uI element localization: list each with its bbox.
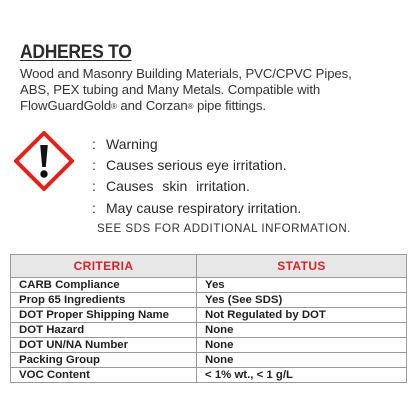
table-row (11, 278, 407, 293)
table-row (11, 353, 407, 368)
status-cell: Yes (See SDS) (197, 293, 407, 308)
status-cell: Yes (197, 278, 407, 293)
criteria-cell: DOT Proper Shipping Name (11, 308, 197, 323)
status-cell: None (197, 323, 407, 338)
sds-note: SEE SDS FOR ADDITIONAL INFORMATION. (97, 222, 351, 235)
signal-word-text: Warning (106, 136, 158, 152)
criteria-cell: DOT UN/NA Number (11, 338, 197, 353)
status-cell: None (197, 338, 407, 353)
header-status: STATUS (197, 255, 407, 278)
intro-and-corzan: and Corzan (116, 98, 188, 113)
header-criteria: CRITERIA (11, 255, 197, 278)
criteria-table (10, 254, 407, 383)
intro-line-3 (20, 98, 410, 115)
table-row (11, 308, 407, 323)
registered-mark: ® (111, 102, 117, 111)
hazard-text: Causes skin irritation. (106, 178, 250, 194)
hazard-text: May cause respiratory irritation. (106, 200, 302, 216)
bullet: : (92, 200, 96, 216)
section-heading: ADHERES TO (20, 42, 132, 63)
intro-pipe-fittings: pipe fittings. (193, 98, 266, 113)
compatibility-text (20, 66, 410, 115)
table-row (11, 368, 407, 383)
bullet: : (92, 136, 96, 152)
hazard-statement (92, 157, 287, 173)
hazard-text: Causes serious eye irritation. (106, 157, 287, 173)
criteria-cell: VOC Content (11, 368, 197, 383)
ghs-exclamation-icon (14, 131, 74, 191)
criteria-cell: DOT Hazard (11, 323, 197, 338)
criteria-cell: Packing Group (11, 353, 197, 368)
intro-line-2: ABS, PEX tubing and Many Metals. Compatible with (20, 82, 321, 97)
registered-mark: ® (187, 102, 194, 111)
table-header-row (11, 255, 407, 278)
signal-word (92, 136, 158, 152)
bullet: : (92, 178, 96, 194)
bullet: : (92, 157, 96, 173)
intro-line-1: Wood and Masonry Building Materials, PVC/CPVC Pipes, (20, 66, 352, 81)
table-row (11, 338, 407, 353)
criteria-cell: Prop 65 Ingredients (11, 293, 197, 308)
table-row (11, 293, 407, 308)
status-cell: < 1% wt., < 1 g/L (197, 368, 407, 383)
hazard-statement (92, 178, 250, 194)
brand-flowguardgold: FlowGuardGold (20, 98, 112, 113)
criteria-cell: CARB Compliance (11, 278, 197, 293)
status-cell: Not Regulated by DOT (197, 308, 407, 323)
table-row (11, 323, 407, 338)
hazard-statement (92, 200, 301, 216)
status-cell: None (197, 353, 407, 368)
